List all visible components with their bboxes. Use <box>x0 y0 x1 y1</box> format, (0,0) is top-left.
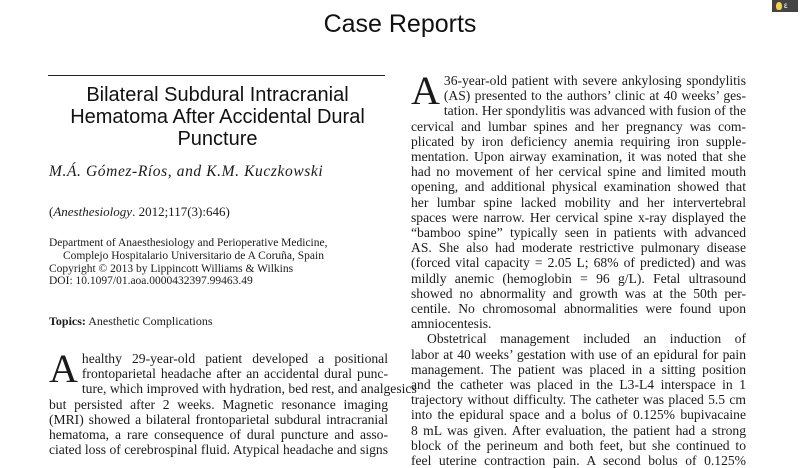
right-paragraph-1 <box>411 68 746 332</box>
drop-cap: A <box>411 68 440 113</box>
text-line: AS. She also had moderate restrictive pulmonary disease <box>411 240 746 256</box>
text-line: “bamboo spine” typically seen in patients with advanced <box>411 225 746 241</box>
citation <box>49 204 230 220</box>
text-line: showed no abnormality and growth was at the 50th per- <box>411 285 746 301</box>
text-line: and the catheter was placed in the L3-L4 interspace in 1 <box>411 377 746 393</box>
text-line: (forced vital capacity = 2.05 L; 68% of predicted) and was <box>411 255 746 271</box>
text-line: 8 mL was given. After evaluation, the patient had a strong <box>411 422 746 438</box>
text-line: amniocentesis. <box>411 316 492 332</box>
affiliation-line: Department of Anaesthesiology and Perioperative Medicine, <box>49 237 328 249</box>
text-line: 36-year-old patient with severe ankylosing spondylitis <box>443 73 746 88</box>
text-line: frontoparietal headache after an accidental dural punc- <box>81 366 388 382</box>
text-line: hematoma, a rare consequence of dural puncture and asso- <box>49 427 388 443</box>
citation-open: ( <box>49 204 54 219</box>
article-title <box>49 84 386 150</box>
text-line: (AS) presented to the authors’ clinic at 40 weeks’ ges- <box>443 88 746 104</box>
text-line: but persisted after 2 weeks. Magnetic resonance imaging <box>49 396 388 412</box>
section-header: Case Reports <box>323 10 477 38</box>
lightbulb-icon[interactable]: ε <box>772 0 798 12</box>
topics <box>49 314 213 329</box>
text-line: mildly anemic (hemoglobin = 96 g/L). Fetal ultrasound <box>411 270 746 286</box>
text-line: had no movement of her cervical spine and limited mouth <box>411 164 746 180</box>
text-line: cervical and lumbar spines and her pregnancy was com- <box>411 118 746 134</box>
text-line: mentation. Upon airway examination, it was noted that she <box>411 149 746 165</box>
right-paragraph-2 <box>411 331 746 468</box>
doi-line: DOI: 10.1097/01.aoa.0000432397.99463.49 <box>49 275 253 288</box>
text-line: ture, which improved with hydration, bed rest, and analgesics <box>81 381 417 397</box>
title-line-3: Puncture <box>177 128 258 150</box>
copyright-line: Copyright © 2013 by Lippincott Williams & Wilkins <box>49 262 294 275</box>
text-line: feel uterine contraction pain. A second bolus of 0.125% <box>411 453 746 468</box>
drop-cap: A <box>49 346 78 391</box>
text-line: ciated loss of cerebrospinal fluid. Atypical headache and signs <box>49 442 388 458</box>
text-line: tation. Her spondylitis was advanced with fusion of the <box>443 103 746 119</box>
text-line: block of the perineum and both feet, but she continued to <box>411 437 746 453</box>
affiliation-line: Complejo Hospitalario Universitario de A Coruña, Spain <box>63 249 324 262</box>
text-line: management. The patient was placed in a sitting position <box>411 361 746 377</box>
author-list: M.Á. Gómez-Ríos, and K.M. Kuczkowski <box>49 163 324 180</box>
topics-label: Topics: <box>49 314 86 328</box>
text-line: plicated by iron deficiency anemia requiring iron supple- <box>411 133 746 149</box>
text-line: her lumbar spine lacked mobility and her intervertebral <box>411 194 746 210</box>
text-line: labor at 40 weeks’ gestation with use of an epidural for pain <box>411 346 746 362</box>
right-column-body <box>411 68 746 468</box>
text-line: spaces were narrow. Her cervical spine x-ray displayed the <box>411 209 746 225</box>
title-line-1: Bilateral Subdural Intracranial <box>86 84 349 106</box>
citation-details: . 2012;117(3):646) <box>132 204 230 219</box>
text-line: healthy 29-year-old patient developed a positional <box>81 351 388 366</box>
citation-journal: Anesthesiology <box>53 204 133 219</box>
title-line-2: Hematoma After Accidental Dural <box>70 106 365 128</box>
title-rule <box>48 75 385 76</box>
topics-value: Anesthetic Complications <box>85 314 213 328</box>
text-line: into the epidural space and a bolus of 0.125% bupivacaine <box>411 407 746 423</box>
text-line: Obstetrical management included an induction of <box>427 331 746 347</box>
affiliation-block <box>49 237 389 288</box>
left-paragraph <box>49 346 417 458</box>
text-line: centile. No chromosomal abnormalities were found upon <box>411 301 746 317</box>
text-line: opening, and additional physical examination showed that <box>411 179 746 195</box>
text-line: trajectory without difficulty. The catheter was placed 5.5 cm <box>411 392 746 408</box>
left-column-body <box>49 346 417 458</box>
text-line: (MRI) showed a bilateral frontoparietal subdural intracranial <box>49 411 388 427</box>
